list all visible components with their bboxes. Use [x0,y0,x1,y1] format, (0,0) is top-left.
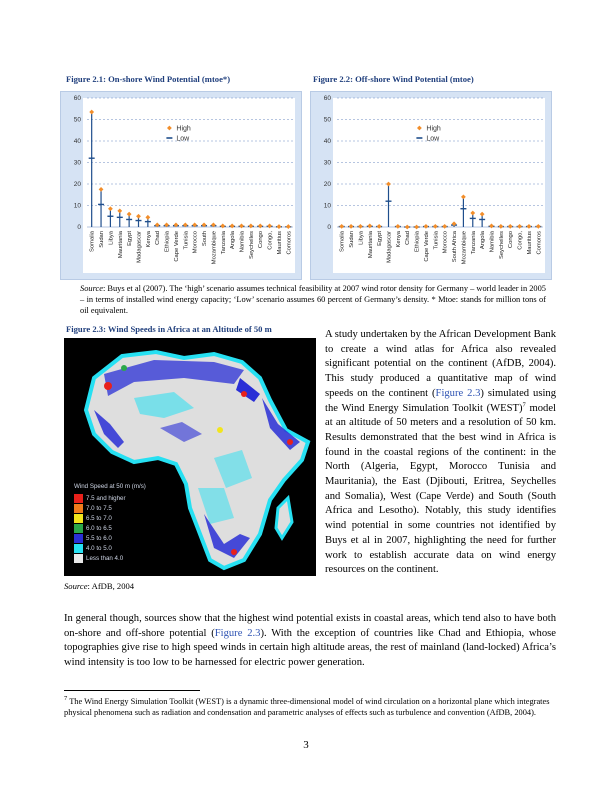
x-tick-label: Libya [108,231,115,245]
y-tick-label: 0 [77,224,81,231]
map-source-text: : AfDB, 2004 [87,581,135,591]
legend-item [74,553,146,563]
x-tick-label: Namibia [489,231,496,253]
legend-low-label: Low [426,135,440,143]
map-legend [74,483,146,563]
x-tick-label: Libya [358,231,365,245]
x-tick-label: Madagascar [136,231,143,263]
x-tick-label: Madagascar [386,231,393,263]
x-tick-label: Mauritania [367,231,374,259]
onshore-chart [60,91,302,280]
legend-item [74,503,146,513]
legend-item [74,543,146,553]
legend-item [74,533,146,543]
y-tick-label: 50 [73,116,81,124]
legend-label: 6.5 to 7.0 [86,514,112,522]
x-tick-label: Somalia [89,231,96,252]
onshore-chart-svg [61,92,301,279]
x-tick-label: Congo, [517,231,524,250]
legend-swatch [74,494,83,503]
para-text-2: ). With the exception of countries like Chad and Ethiopia, whose topographies give rise to high speed winds in certain high altitude areas, the rest of mainland (land-locked) Africa’s wind intensity is too low to be harnessed for electric power generation. [64,627,556,668]
footnote [64,696,556,718]
y-tick-label: 20 [323,181,331,188]
y-tick-label: 30 [73,159,81,167]
x-tick-label: Mauritius [526,231,533,255]
x-tick-label: Congo, [267,231,274,250]
page-number: 3 [303,739,309,751]
legend-label: 7.0 to 7.5 [86,504,112,512]
source-label: Source [80,284,103,293]
figure-2-1-title: Figure 2.1: On-shore Wind Potential (mtoe*) [66,74,231,84]
y-tick-label: 40 [73,138,81,145]
x-tick-label: Seychelles [498,231,505,260]
figure-2-3-reference-link-2[interactable]: Figure 2.3 [214,627,261,639]
source-text: : Buys et al (2007). The ‘high’ scenario assumes technical feasibility at 2007 wind rotor density for Germany – world leader in 2005 – in terms of installed wind energy capacity; ‘Low’ scenario assumes 60 percent of Germany’s density. * Mtoe: stands for million tons of oil equivalent. [80,284,546,315]
x-tick-label: Comoros [286,231,293,255]
footnote-text: The Wind Energy Simulation Toolkit (WEST) is a dynamic three-dimensional model of wind circulation on a horizontal plane which integrates physical phenomena such as radiation and condensation and parametric analyses of effects such as turbulence and convention (AfDB, 2004). [64,697,550,717]
footnote-divider [64,690,200,691]
legend-high-label: High [426,125,441,133]
x-tick-label: Egypt [377,231,384,246]
legend-item [74,513,146,523]
legend-item [74,493,146,503]
x-tick-label: Ethiopia [414,231,421,252]
x-tick-label: Mozambique [461,231,468,265]
x-tick-label: Somalia [339,231,346,252]
x-tick-label: Kenya [395,231,402,248]
y-tick-label: 60 [323,95,331,102]
offshore-chart [310,91,552,280]
legend-swatch [74,544,83,553]
legend-label: 7.5 and higher [86,494,126,502]
africa-wind-map [64,338,316,576]
x-tick-label: Congo [258,231,265,249]
x-tick-label: Cape Verde [423,231,430,262]
legend-low-label: Low [176,135,190,143]
x-tick-label: Tunisia [433,231,440,250]
x-tick-label: South Africa [452,231,459,263]
x-tick-label: Morocco [192,231,199,254]
x-tick-label: Mauritius [276,231,283,255]
x-tick-label: Sudan [99,231,106,248]
charts-source-note [80,283,546,316]
x-tick-label: Namibia [239,231,246,253]
x-tick-label: Tunisia [183,231,190,250]
x-tick-label: Chad [155,231,162,245]
legend-label: 5.5 to 6.0 [86,534,112,542]
y-tick-label: 50 [323,116,331,124]
x-tick-label: Sudan [349,231,356,248]
legend-label: 6.0 to 6.5 [86,524,112,532]
legend-item [74,523,146,533]
figure-2-2-title: Figure 2.2: Off-shore Wind Potential (mtoe) [313,74,474,84]
para-text-1: In general though, sources show that the highest wind potential exists in coastal areas, which tend also to have both on-shore and off-shore potential ( [64,613,556,639]
x-tick-label: Angola [480,231,487,250]
x-tick-label: Angola [230,231,237,250]
x-tick-label: Mozambique [211,231,218,265]
x-tick-label: Seychelles [248,231,255,260]
y-tick-label: 0 [327,224,331,231]
x-tick-label: South [202,231,209,247]
footnote-marker: 7 [522,400,526,408]
coastal-potential-paragraph [64,612,556,670]
x-tick-label: Egypt [127,231,134,246]
atlas-text-2: ) simulated using the Wind Energy Simulation Toolkit (WEST) [325,387,556,414]
legend-swatch [74,514,83,523]
legend-label: 4.0 to 5.0 [86,544,112,552]
y-tick-label: 60 [73,95,81,102]
x-tick-label: Comoros [536,231,543,255]
footnote-number: 7 [64,695,68,703]
offshore-chart-svg [311,92,551,279]
legend-label: Less than 4.0 [86,554,124,562]
y-tick-label: 20 [73,181,81,188]
map-legend-title: Wind Speed at 50 m (m/s) [74,483,146,490]
x-tick-label: Tanzania [220,231,227,255]
figure-2-3-title: Figure 2.3: Wind Speeds in Africa at an Altitude of 50 m [66,324,272,334]
x-tick-label: Mauritania [117,231,124,259]
wind-atlas-paragraph [325,328,556,578]
x-tick-label: Ethiopia [164,231,171,252]
atlas-text-1: A study undertaken by the African Development Bank to create a wind atlas for Africa also revealed significant potential on the continent (AfDB, 2004). This study produced a quantitative map of wind speeds on the continent ( [325,329,556,399]
x-tick-label: Chad [405,231,412,245]
atlas-text-3: model at an altitude of 50 meters and a resolution of 50 km. Results demonstrated that the best wind in Africa is found in the coastal regions of the continent: in the North (Algeria, Egypt, Morocco Tunisia and Mauritania), the East (Djibouti, Eritrea, Seychelles and Somalia), West (Cape Verde) and South (South Africa and Lesotho). Notably, this study identifies wind potential in some countries not identified by Buys et al in 2007, highlighting the need for further work to establish accurate data on wind energy resources on the continent. [325,402,556,576]
legend-swatch [74,524,83,533]
map-source-label: Source [64,581,88,591]
y-tick-label: 10 [323,202,331,210]
figure-2-3-reference-link[interactable]: Figure 2.3 [435,387,481,399]
x-tick-label: Cape Verde [173,231,180,262]
legend-swatch [74,554,83,563]
legend-swatch [74,504,83,513]
legend-swatch [74,534,83,543]
y-tick-label: 30 [323,159,331,167]
legend-high-label: High [176,125,191,133]
y-tick-label: 40 [323,138,331,145]
x-tick-label: Kenya [145,231,152,248]
map-source-note [64,581,134,591]
x-tick-label: Congo [508,231,515,249]
x-tick-label: Tanzania [470,231,477,255]
y-tick-label: 10 [73,202,81,210]
x-tick-label: Morocco [442,231,449,254]
